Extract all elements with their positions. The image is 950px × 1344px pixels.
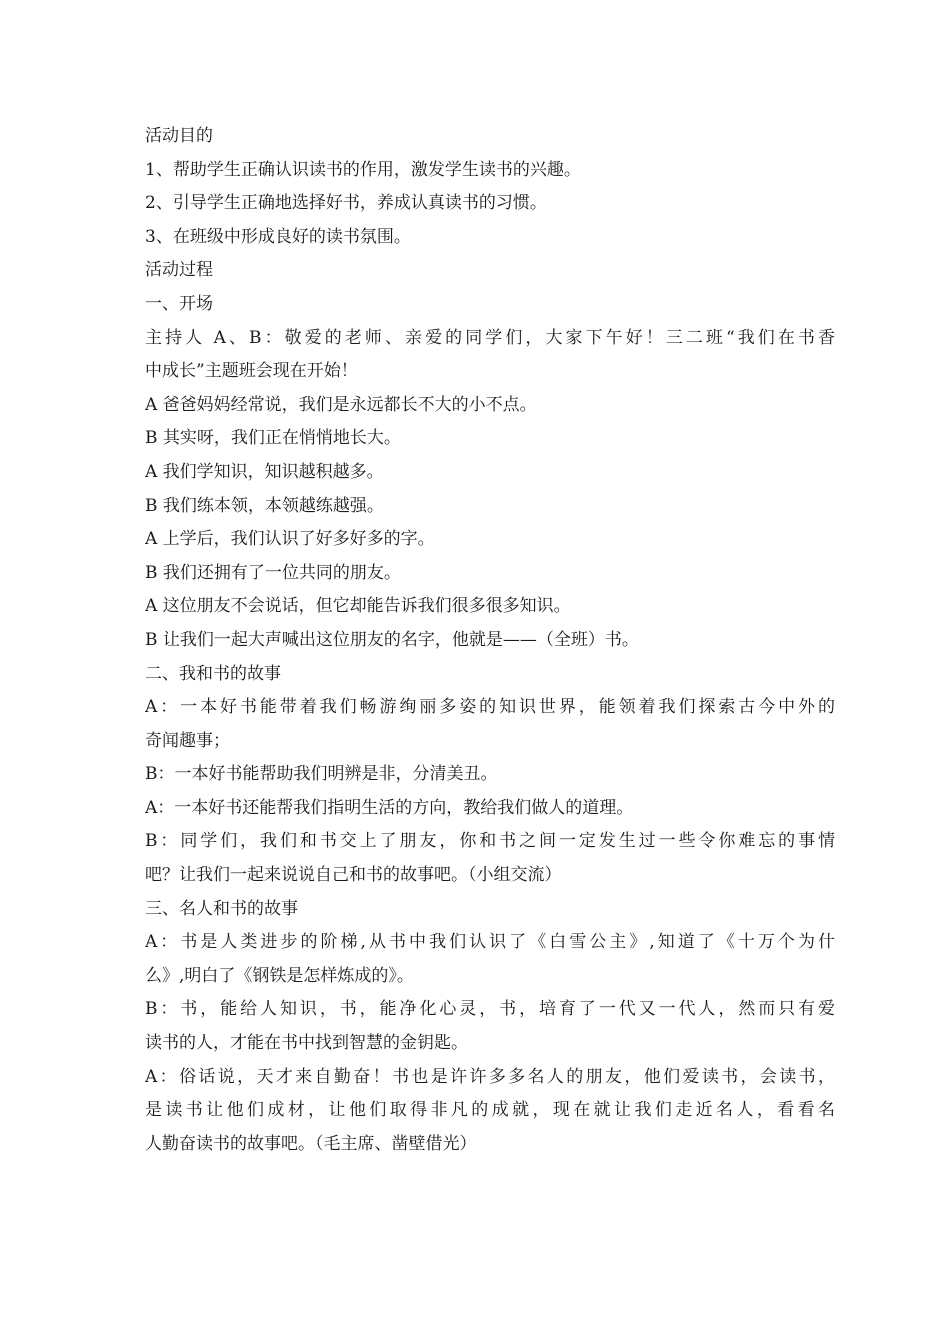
text-line: B 我们还拥有了一位共同的朋友。: [145, 562, 401, 583]
text-line: 二、我和书的故事: [145, 663, 281, 684]
text-line: 主持人 A、B：敬爱的老师、亲爱的同学们，大家下午好！三二班“我们在书香: [145, 327, 835, 348]
text-line: 是读书让他们成材，让他们取得非凡的成就，现在就让我们走近名人，看看名: [145, 1100, 835, 1121]
text-line: 活动目的: [145, 126, 213, 146]
text-line: A 爸爸妈妈经常说，我们是永远都长不大的小不点。: [145, 394, 537, 415]
text-line: 3、在班级中形成良好的读书氛围。: [145, 226, 411, 247]
text-line: 三、名人和书的故事: [145, 898, 298, 919]
text-line: 1、帮助学生正确认识读书的作用，激发学生读书的兴趣。: [145, 159, 581, 180]
text-line: 吧？让我们一起来说说自己和书的故事吧。（小组交流）: [145, 865, 562, 886]
text-line: B 其实呀，我们正在悄悄地长大。: [145, 428, 401, 449]
text-line: A 我们学知识，知识越积越多。: [145, 461, 384, 482]
text-line: A：俗话说，天才来自勤奋！书也是许许多多名人的朋友，他们爱读书，会读书，: [145, 1066, 835, 1087]
text-line: 中成长”主题班会现在开始！: [145, 361, 358, 382]
text-line: B 我们练本领，本领越练越强。: [145, 495, 384, 516]
text-line: 活动过程: [145, 260, 213, 281]
document-body: [145, 120, 835, 1161]
text-line: 奇闻趣事；: [145, 730, 230, 751]
text-line: B：同学们，我们和书交上了朋友，你和书之间一定发生过一些令你难忘的事情: [145, 831, 835, 852]
text-line: 2、引导学生正确地选择好书，养成认真读书的习惯。: [145, 193, 547, 214]
text-line: 读书的人，才能在书中找到智慧的金钥匙。: [145, 1033, 468, 1054]
text-line: A 上学后，我们认识了好多好多的字。: [145, 529, 435, 550]
text-line: A：书是人类进步的阶梯,从书中我们认识了《白雪公主》,知道了《十万个为什: [145, 932, 835, 953]
text-line: A 这位朋友不会说话，但它却能告诉我们很多很多知识。: [145, 596, 571, 617]
text-line: A：一本好书能带着我们畅游绚丽多姿的知识世界，能领着我们探索古今中外的: [145, 697, 835, 718]
text-line: B：书，能给人知识，书，能净化心灵，书，培育了一代又一代人，然而只有爱: [145, 999, 835, 1020]
text-line: 人勤奋读书的故事吧。（毛主席、凿壁借光）: [145, 1133, 477, 1154]
text-line: B 让我们一起大声喊出这位朋友的名字，他就是——（全班）书。: [145, 629, 639, 650]
text-line: A：一本好书还能帮我们指明生活的方向，教给我们做人的道理。: [145, 797, 634, 818]
text-line: 一、开场: [145, 293, 213, 314]
text-line: B：一本好书能帮助我们明辨是非，分清美丑。: [145, 764, 498, 785]
text-line: 么》,明白了《钢铁是怎样炼成的》。: [145, 965, 414, 986]
